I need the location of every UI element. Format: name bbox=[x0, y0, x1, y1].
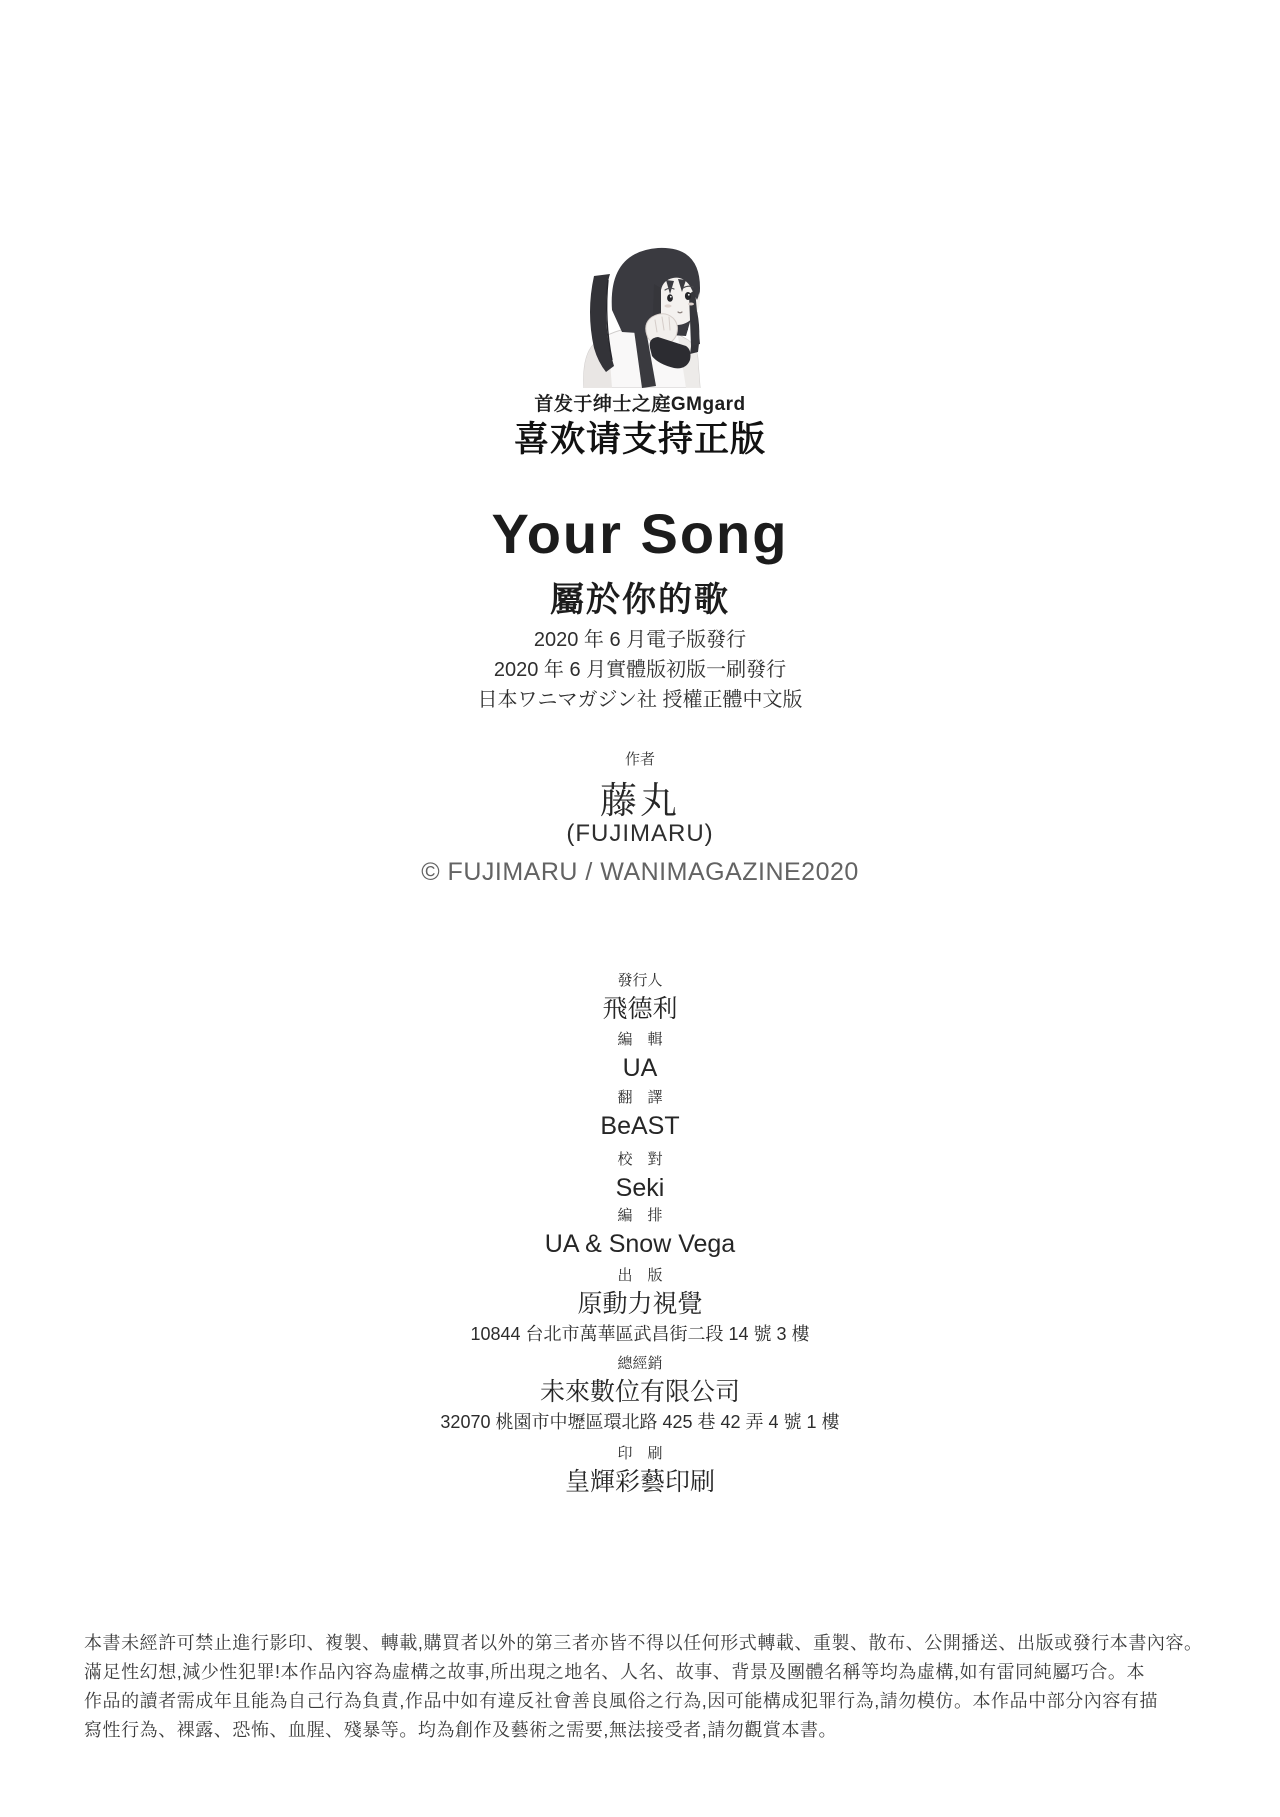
credit-label: 印 刷 bbox=[617, 1445, 663, 1462]
edition-line-license: 日本ワニマガジン社 授權正體中文版 bbox=[477, 689, 803, 711]
girl-illustration bbox=[578, 240, 708, 388]
credit-block-translator bbox=[0, 1090, 1280, 1140]
edition-info bbox=[0, 625, 1280, 715]
legal-text-line: 本書未經許可禁止進行影印、複製、轉載,購買者以外的第三者亦皆不得以任何形式轉載、重製、散布、公開播送、出版或發行本書內容。 bbox=[84, 1633, 1203, 1653]
author-label: 作者 bbox=[624, 751, 655, 768]
credit-label: 翻 譯 bbox=[617, 1089, 663, 1106]
credit-address: 10844 台北市萬華區武昌街二段 14 號 3 樓 bbox=[470, 1324, 810, 1344]
legal-disclaimer bbox=[84, 1629, 1224, 1745]
credit-label: 校 對 bbox=[617, 1151, 663, 1168]
credit-value: 皇輝彩藝印刷 bbox=[564, 1468, 715, 1496]
credit-block-publisher-person bbox=[0, 973, 1280, 1023]
watermark-source-line: 首发于绅士之庭GMgard bbox=[534, 394, 746, 415]
legal-text-line: 滿足性幻想,減少性犯罪!本作品內容為虛構之故事,所出現之地名、人名、故事、背景及團體名稱等均為虛構,如有雷同純屬巧合。本 bbox=[84, 1662, 1145, 1682]
support-official-line: 喜欢请支持正版 bbox=[513, 420, 766, 459]
credit-block-printer bbox=[0, 1446, 1280, 1496]
credit-value: Seki bbox=[615, 1174, 665, 1202]
copyright-line: © FUJIMARU / WANIMAGAZINE2020 bbox=[421, 858, 859, 886]
credit-label: 編 排 bbox=[617, 1207, 663, 1224]
author-romanized: (FUJIMARU) bbox=[566, 820, 714, 847]
credit-value: 飛德利 bbox=[602, 995, 678, 1023]
credit-value: UA & Snow Vega bbox=[544, 1230, 736, 1258]
edition-line-print: 2020 年 6 月實體版初版一刷發行 bbox=[493, 659, 787, 681]
credit-label: 出 版 bbox=[617, 1267, 663, 1284]
credit-value: UA bbox=[622, 1054, 658, 1082]
book-title-en: Your Song bbox=[491, 502, 789, 565]
credit-label: 編 輯 bbox=[617, 1031, 663, 1048]
edition-line-digital: 2020 年 6 月電子版發行 bbox=[533, 629, 747, 651]
author-name: 藤丸 bbox=[600, 780, 680, 821]
credit-block-proofreader bbox=[0, 1152, 1280, 1202]
legal-text-line: 寫性行為、裸露、恐怖、血腥、殘暴等。均為創作及藝術之需要,無法接受者,請勿觀賞本書。 bbox=[84, 1720, 838, 1740]
book-title-zh: 屬於你的歌 bbox=[550, 581, 730, 619]
credit-block-typesetting bbox=[0, 1208, 1280, 1258]
legal-text-line: 作品的讀者需成年且能為自己行為負責,作品中如有違反社會善良風俗之行為,因可能構成犯罪行為,請勿模仿。本作品中部分內容有描 bbox=[84, 1691, 1158, 1711]
credit-block-publisher-company bbox=[0, 1268, 1280, 1346]
credit-label: 發行人 bbox=[617, 972, 663, 989]
credit-value: BeAST bbox=[600, 1112, 680, 1140]
credit-value: 未來數位有限公司 bbox=[539, 1378, 740, 1406]
credit-value: 原動力視覺 bbox=[577, 1290, 703, 1318]
credit-block-distributor bbox=[0, 1356, 1280, 1434]
credit-address: 32070 桃園市中壢區環北路 425 巷 42 弄 4 號 1 樓 bbox=[440, 1412, 840, 1432]
credit-block-editor bbox=[0, 1032, 1280, 1082]
credit-label: 總經銷 bbox=[617, 1355, 663, 1372]
